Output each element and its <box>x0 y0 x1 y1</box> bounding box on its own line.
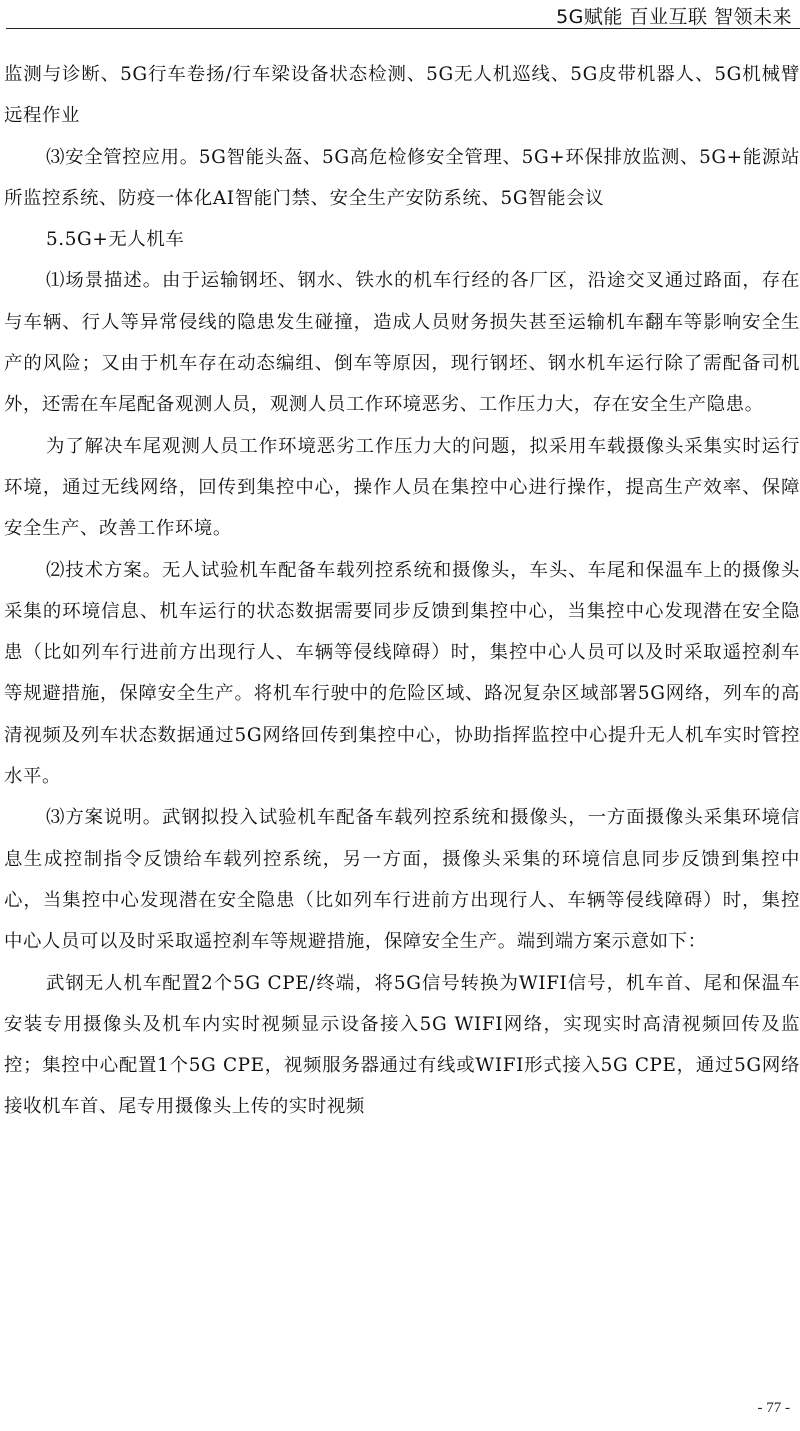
paragraph-solution-goal: 为了解决车尾观测人员工作环境恶劣工作压力大的问题，拟采用车载摄像头采集实时运行环境，通过无线网络，回传到集控中心，操作人员在集控中心进行操作，提高生产效率、保障安全生产、改善工作环境。 <box>4 435 800 540</box>
header-title: 5G赋能 百业互联 智领未来 <box>556 6 792 28</box>
paragraph-continuation: 监测与诊断、5G行车卷扬/行车梁设备状态检测、5G无人机巡线、5G皮带机器人、5G机械臂远程作业 <box>4 64 800 127</box>
page-header <box>0 0 800 32</box>
page-number: - 77 - <box>757 1400 790 1416</box>
paragraph-deployment: 武钢无人机车配置2个5G CPE/终端，将5G信号转换为WIFI信号，机车首、尾和保温车安装专用摄像头及机车内实时视频显示设备接入5G WIFI网络，实现实时高清视频回传及监控；集控中心配置1个5G CPE，视频服务器通过有线或WIFI形式接入5G CPE，通过5G网络接收机车首、尾专用摄像头上传的实时视频 <box>4 972 800 1118</box>
document-body <box>4 54 800 1128</box>
paragraph-plan-description: ⑶方案说明。武钢拟投入试验机车配备车载列控系统和摄像头，一方面摄像头采集环境信息生成控制指令反馈给车载列控系统，另一方面，摄像头采集的环境信息同步反馈到集控中心，当集控中心发现潜在安全隐患（比如列车行进前方出现行人、车辆等侵线障碍）时，集控中心人员可以及时采取遥控刹车等规避措施，保障安全生产。端到端方案示意如下： <box>4 807 800 953</box>
paragraph-scenario: ⑴场景描述。由于运输钢坯、钢水、铁水的机车行经的各厂区，沿途交叉通过路面，存在与车辆、行人等异常侵线的隐患发生碰撞，造成人员财务损失甚至运输机车翻车等影响安全生产的风险；又由于机车存在动态编组、倒车等原因，现行钢坯、钢水机车运行除了需配备司机外，还需在车尾配备观测人员，观测人员工作环境恶劣、工作压力大，存在安全生产隐患。 <box>4 270 800 416</box>
paragraph-safety-control: ⑶安全管控应用。5G智能头盔、5G高危检修安全管理、5G+环保排放监测、5G+能源站所监控系统、防疫一体化AI智能门禁、安全生产安防系统、5G智能会议 <box>4 146 800 209</box>
section-heading: 5.5G+无人机车 <box>46 229 185 251</box>
paragraph-technical-plan: ⑵技术方案。无人试验机车配备车载列控系统和摄像头，车头、车尾和保温车上的摄像头采集的环境信息、机车运行的状态数据需要同步反馈到集控中心，当集控中心发现潜在安全隐患（比如列车行进前方出现行人、车辆等侵线障碍）时，集控中心人员可以及时采取遥控刹车等规避措施，保障安全生产。将机车行驶中的危险区域、路况复杂区域部署5G网络，列车的高清视频及列车状态数据通过5G网络回传到集控中心，协助指挥监控中心提升无人机车实时管控水平。 <box>4 559 800 788</box>
header-divider <box>6 28 800 29</box>
